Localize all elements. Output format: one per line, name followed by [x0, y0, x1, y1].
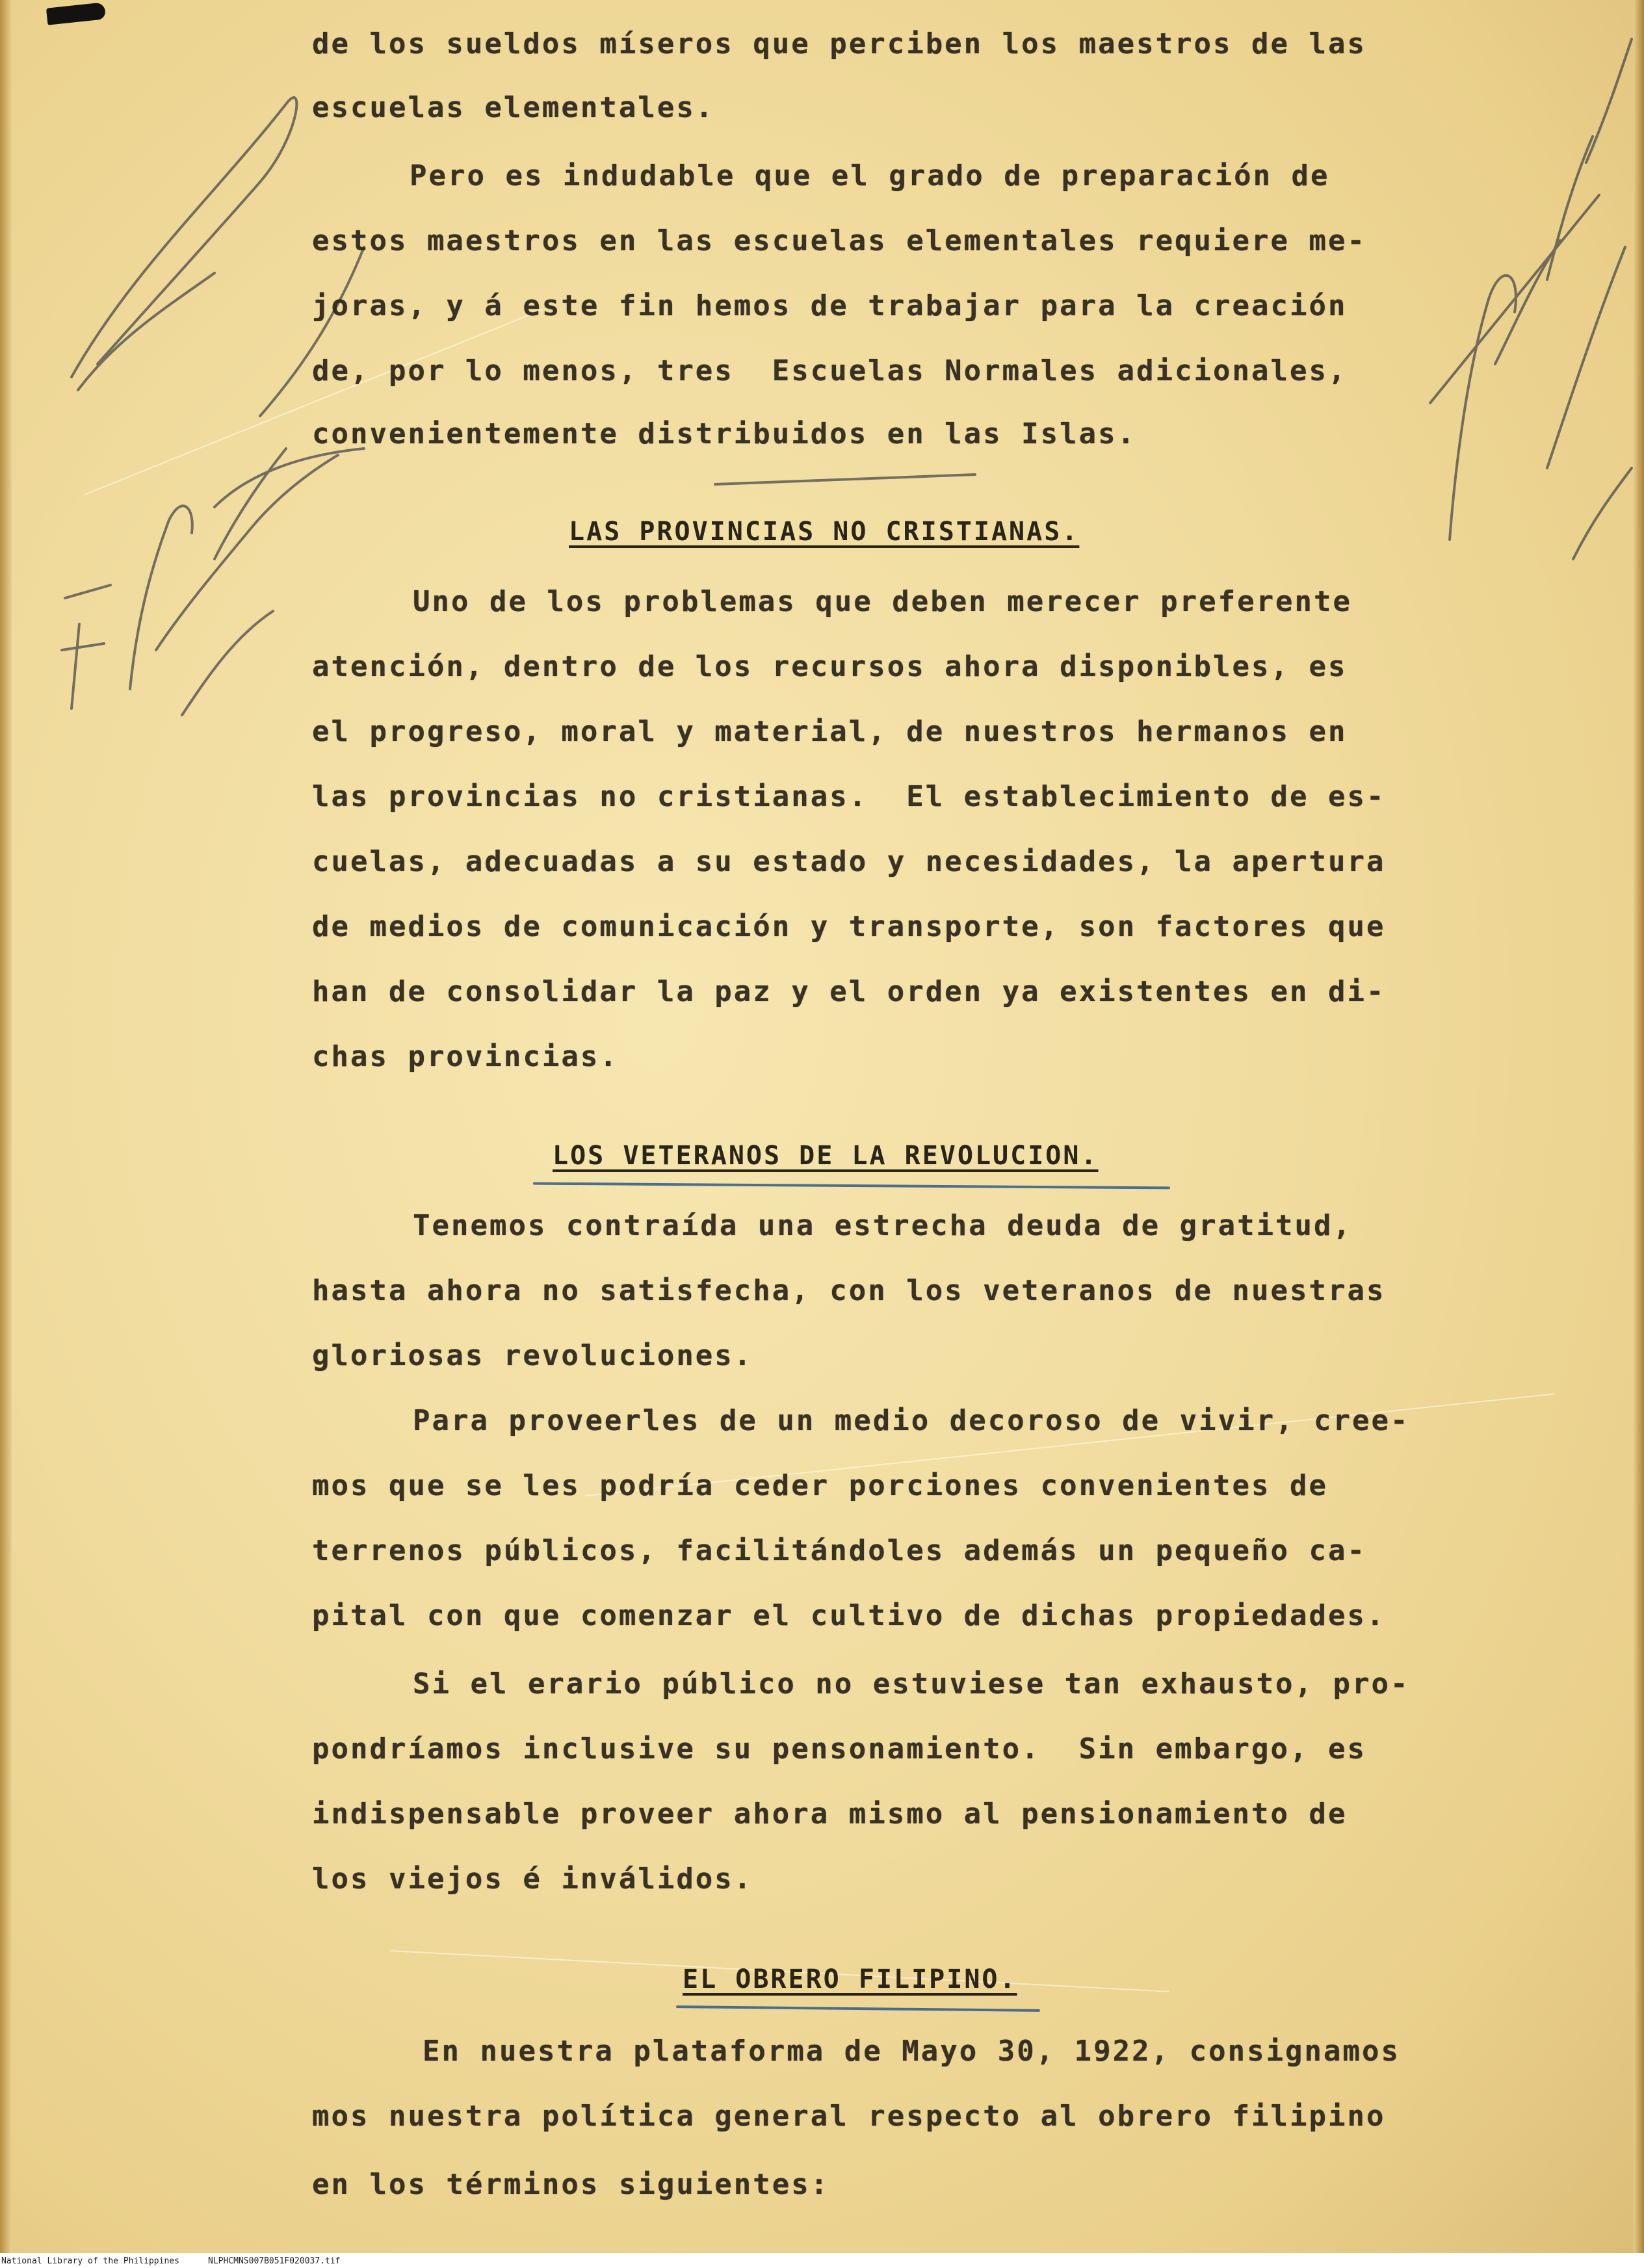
text-line: de los sueldos míseros que perciben los maestros de las: [312, 27, 1366, 60]
text-line: Pero es indudable que el grado de preparación de: [410, 159, 1330, 192]
text-line: Para proveerles de un medio decoroso de vivir, cree-: [413, 1404, 1410, 1437]
text-line: En nuestra plataforma de Mayo 30, 1922, consignamos: [423, 2035, 1401, 2068]
text-line: cuelas, adecuadas a su estado y necesidades, la apertura: [312, 845, 1386, 878]
heading-underline: [676, 2005, 1040, 2012]
text-line: pondríamos inclusive su pensonamiento. Sin embargo, es: [312, 1732, 1366, 1766]
text-line: terrenos públicos, facilitándoles además un pequeño ca-: [312, 1534, 1366, 1567]
text-line: indispensable proveer ahora mismo al pensionamiento de: [312, 1797, 1348, 1831]
text-line: hasta ahora no satisfecha, con los veteranos de nuestras: [312, 1274, 1386, 1307]
text-line: joras, y á este fin hemos de trabajar para la creación: [312, 289, 1348, 322]
text-line: de medios de comunicación y transporte, son factores que: [312, 910, 1386, 943]
text-line: de, por lo menos, tres Escuelas Normales adicionales,: [312, 354, 1348, 387]
section-heading-veteranos: LOS VETERANOS DE LA REVOLUCION.: [553, 1141, 1099, 1171]
text-line: chas provincias.: [312, 1040, 619, 1073]
text-line: convenientemente distribuidos en las Islas.: [312, 417, 1137, 450]
text-line: estos maestros en las escuelas elementales requiere me-: [312, 224, 1366, 257]
text-line: Tenemos contraída una estrecha deuda de gratitud,: [413, 1209, 1353, 1242]
text-line: los viejos é inválidos.: [312, 1862, 753, 1896]
text-line: mos nuestra política general respecto al obrero filipino: [312, 2100, 1386, 2133]
text-line: escuelas elementales.: [312, 91, 715, 124]
text-line: Uno de los problemas que deben merecer preferente: [413, 585, 1353, 618]
footer-filename: NLPHCMNS007B051F020037.tif: [208, 2256, 341, 2266]
heading-underline: [533, 1182, 1170, 1190]
text-line: han de consolidar la paz y el orden ya existentes en di-: [312, 975, 1386, 1008]
section-heading-provincias: LAS PROVINCIAS NO CRISTIANAS.: [569, 517, 1080, 547]
text-line: Si el erario público no estuviese tan exhausto, pro-: [413, 1667, 1410, 1701]
text-line: pital con que comenzar el cultivo de dichas propiedades.: [312, 1599, 1386, 1632]
scan-footer: [0, 2254, 1644, 2268]
text-line: atención, dentro de los recursos ahora disponibles, es: [312, 650, 1348, 683]
text-line: en los términos siguientes:: [312, 2168, 830, 2201]
text-line: el progreso, moral y material, de nuestros hermanos en: [312, 715, 1348, 748]
section-heading-obrero: EL OBRERO FILIPINO.: [683, 1964, 1017, 1994]
text-line: las provincias no cristianas. El establecimiento de es-: [312, 780, 1386, 813]
text-line: gloriosas revoluciones.: [312, 1339, 753, 1372]
footer-library: National Library of the Philippines: [1, 2256, 179, 2266]
text-line: mos que se les podría ceder porciones convenientes de: [312, 1469, 1328, 1502]
